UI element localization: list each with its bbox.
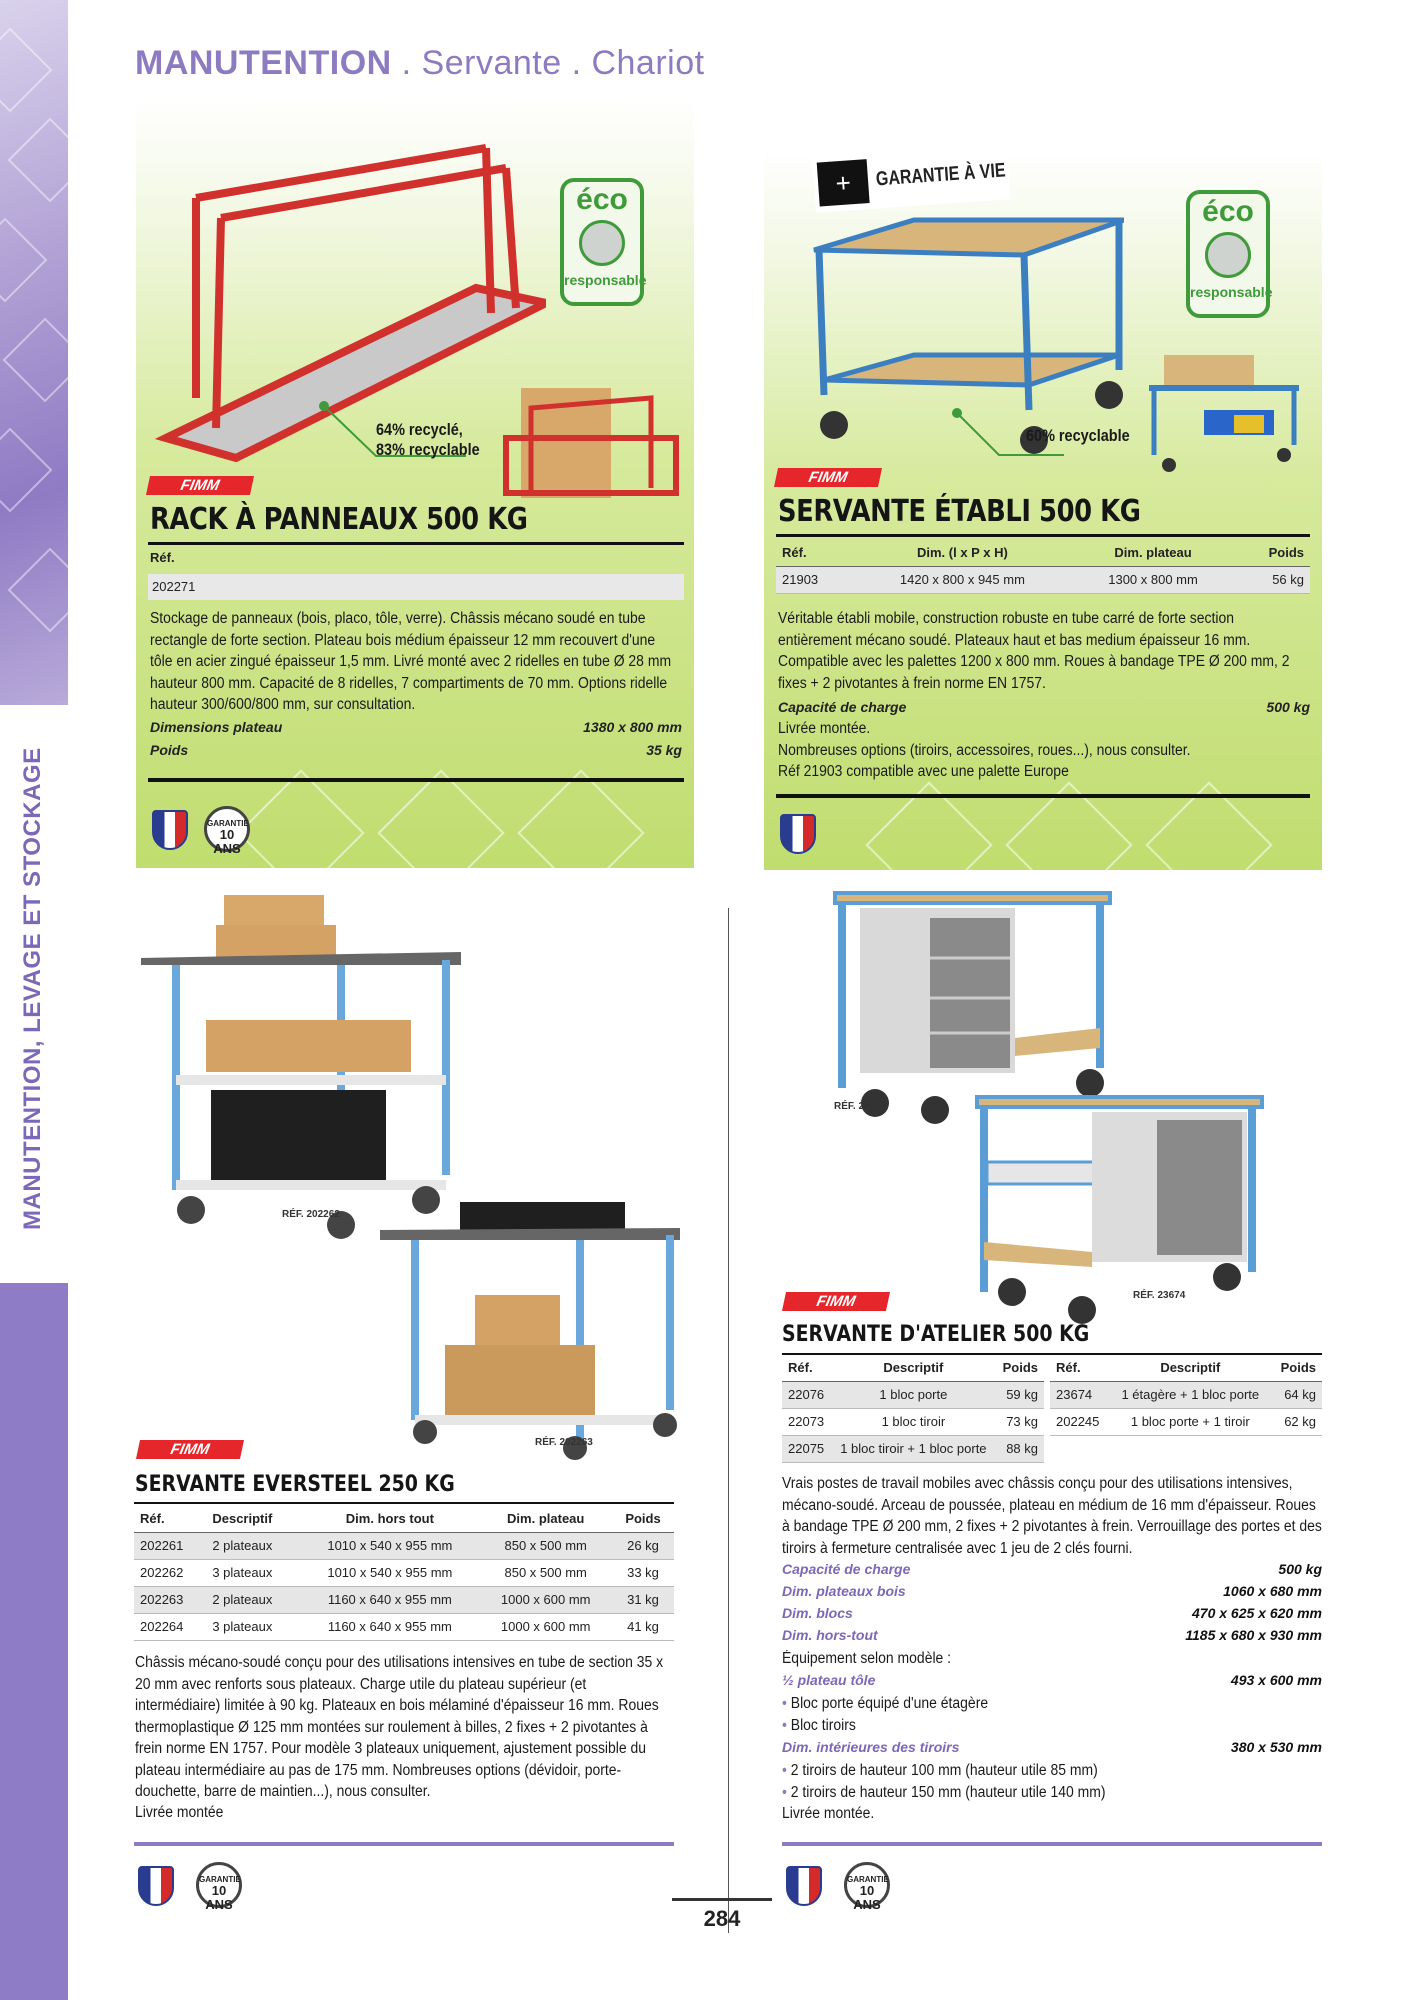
- col-desc: Descriptif: [206, 1506, 300, 1532]
- table-row: [782, 1435, 1044, 1462]
- list-item: • Bloc porte équipé d'une étagère: [782, 1695, 989, 1712]
- list-item-text: 2 tiroirs de hauteur 150 mm (hauteur utile 140 mm): [790, 1783, 1106, 1801]
- note: Livrée montée.: [778, 720, 871, 737]
- col-ref: Réf.: [776, 540, 853, 566]
- warranty-line1: GARANTIE: [207, 819, 249, 828]
- section-rule: [782, 1842, 1322, 1846]
- section-rule: [134, 1842, 674, 1846]
- table-header-row: [776, 540, 1310, 566]
- col-dim: Dim. (l x P x H): [853, 540, 1072, 566]
- atelier-drawers: [782, 1736, 1322, 1758]
- spec-value: 500 kg: [1266, 699, 1310, 715]
- list-item-text: Bloc tiroirs: [790, 1716, 856, 1734]
- eversteel-delivered: Livrée montée: [135, 1804, 224, 1821]
- section-rule: [776, 794, 1310, 798]
- atelier-ref-a: RÉF. 22073: [834, 1101, 887, 1112]
- table-row: [134, 1532, 674, 1559]
- atelier-equip-title: Équipement selon modèle :: [782, 1650, 952, 1667]
- globe-icon: [579, 220, 625, 266]
- cell: 73 kg: [995, 1408, 1044, 1435]
- title-rule: [148, 542, 684, 545]
- spec-label: Dim. intérieures des tiroirs: [782, 1739, 960, 1755]
- cell: 1160 x 640 x 955 mm: [300, 1586, 479, 1613]
- cell: 1 étagère + 1 bloc porte: [1110, 1381, 1271, 1408]
- spec-value: 35 kg: [646, 742, 682, 758]
- guarantee-banner: [812, 150, 1010, 213]
- rack-title: RACK À PANNEAUX 500 KG: [150, 502, 528, 537]
- cell: 21903: [776, 566, 853, 593]
- spec-value: 470 x 625 x 620 mm: [1192, 1605, 1322, 1621]
- cell: 1 bloc porte + 1 tiroir: [1110, 1408, 1271, 1435]
- cell: 2 plateaux: [206, 1586, 300, 1613]
- cell: 1010 x 540 x 955 mm: [300, 1532, 479, 1559]
- etabli-title: SERVANTE ÉTABLI 500 KG: [778, 494, 1141, 529]
- globe-icon: [1205, 232, 1251, 278]
- spec-label: Dimensions plateau: [150, 719, 283, 735]
- eco-badge: [1186, 190, 1273, 318]
- cell: 1300 x 800 mm: [1072, 566, 1234, 593]
- note: Nombreuses options (tiroirs, accessoires, roues...), nous consulter.: [778, 741, 1191, 759]
- sidebar-band: [0, 1283, 68, 2000]
- col-plateau: Dim. plateau: [479, 1506, 612, 1532]
- col-plateau: Dim. plateau: [1072, 540, 1234, 566]
- cell: 22076: [782, 1381, 832, 1408]
- note: Réf 21903 compatible avec une palette Europe: [778, 763, 1069, 780]
- spec-label: ½ plateau tôle: [782, 1672, 876, 1688]
- spec-label: Dim. blocs: [782, 1605, 853, 1621]
- cell: 2 plateaux: [206, 1532, 300, 1559]
- recycle-label: 60% recyclable: [1026, 426, 1130, 445]
- cell: 64 kg: [1271, 1381, 1322, 1408]
- cell: 202245: [1050, 1408, 1110, 1435]
- rack-ref-value: 202271: [148, 574, 684, 600]
- cell: 3 plateaux: [206, 1559, 300, 1586]
- cell: 59 kg: [995, 1381, 1044, 1408]
- fimm-logo: FIMM: [774, 468, 882, 487]
- col-weight: Poids: [1234, 540, 1310, 566]
- table-header-row: [134, 1506, 674, 1532]
- col-desc: Descriptif: [832, 1355, 995, 1381]
- rack-spec-weight: [150, 739, 682, 761]
- atelier-delivered: Livrée montée.: [782, 1805, 875, 1822]
- cell: 1 bloc porte: [832, 1381, 995, 1408]
- eversteel-ref-b: RÉF. 202263: [535, 1437, 593, 1448]
- etabli-description: Véritable établi mobile, construction robuste en tube carré de forte section entièrement mécano soudé. Plateaux haut et bas medium épaisseur 16 mm. Compatible avec les palettes 1200 x 800 mm. Roues à bandage TPE Ø 200 mm, 2 fixes + 2 pivotantes à frein norme EN 1757.: [778, 610, 1290, 692]
- table-header-row: [1050, 1355, 1322, 1381]
- spec-value: 500 kg: [1278, 1561, 1322, 1577]
- made-in-france-icon: [786, 1866, 822, 1906]
- fimm-logo: FIMM: [782, 1292, 890, 1311]
- made-in-france-icon: [152, 810, 188, 850]
- page-title-category: MANUTENTION: [135, 44, 392, 82]
- warranty-badge: [844, 1862, 890, 1912]
- spec-value: 1185 x 680 x 930 mm: [1185, 1627, 1322, 1643]
- atelier-table-left: [782, 1355, 1044, 1463]
- cell: 62 kg: [1271, 1408, 1322, 1435]
- warranty-line1: GARANTIE: [847, 1875, 889, 1884]
- spec-value: 1380 x 800 mm: [583, 719, 682, 735]
- cell: 88 kg: [995, 1435, 1044, 1462]
- etabli-panel: [764, 150, 1322, 870]
- table-row: [134, 1613, 674, 1640]
- atelier-bullets-1: [782, 1693, 1322, 1736]
- warranty-badge: [196, 1862, 242, 1912]
- rack-small-photo: [501, 378, 681, 508]
- table-row: [134, 1586, 674, 1613]
- atelier-spec-capacity: [782, 1558, 1322, 1580]
- made-in-france-icon: [138, 1866, 174, 1906]
- rack-spec-dimensions: [150, 716, 682, 738]
- atelier-table-right: [1050, 1355, 1322, 1436]
- table-header-row: [782, 1355, 1044, 1381]
- section-rule: [148, 778, 684, 782]
- eco-badge-top: éco: [1202, 195, 1254, 228]
- cell: 850 x 500 mm: [479, 1559, 612, 1586]
- atelier-bullets-2: [782, 1760, 1322, 1825]
- cell: 26 kg: [612, 1532, 674, 1559]
- col-weight: Poids: [995, 1355, 1044, 1381]
- spec-label: Capacité de charge: [782, 1561, 911, 1577]
- eco-badge-top: éco: [576, 183, 628, 216]
- eco-badge-bottom: responsable: [1190, 284, 1273, 300]
- rack-ref-header: Réf.: [150, 550, 175, 565]
- warranty-line1: GARANTIE: [199, 1875, 241, 1884]
- spec-label: Dim. hors-tout: [782, 1627, 878, 1643]
- atelier-photo-b: [972, 1092, 1272, 1332]
- guarantee-label: GARANTIE À VIE: [875, 159, 1007, 191]
- cell: 1000 x 600 mm: [479, 1586, 612, 1613]
- etabli-table: [776, 540, 1310, 594]
- spec-value: 380 x 530 mm: [1230, 1739, 1322, 1755]
- cell: 56 kg: [1234, 566, 1310, 593]
- cell: 1420 x 800 x 945 mm: [853, 566, 1072, 593]
- eco-badge-bottom: responsable: [564, 272, 647, 288]
- eco-badge: [560, 178, 647, 306]
- cell: 850 x 500 mm: [479, 1532, 612, 1559]
- cell: 3 plateaux: [206, 1613, 300, 1640]
- table-row: [134, 1559, 674, 1586]
- table-row: [776, 566, 1310, 593]
- cell: 1010 x 540 x 955 mm: [300, 1559, 479, 1586]
- spec-value: 1060 x 680 mm: [1223, 1583, 1322, 1599]
- spec-label: Capacité de charge: [778, 699, 907, 715]
- table-row: [1050, 1408, 1322, 1435]
- eversteel-table: [134, 1506, 674, 1641]
- eversteel-photo-a: [136, 890, 466, 1250]
- etabli-spec-capacity: [778, 696, 1310, 718]
- col-ref: Réf.: [134, 1506, 206, 1532]
- col-weight: Poids: [612, 1506, 674, 1532]
- page-number-rule: [672, 1898, 772, 1901]
- list-item: • 2 tiroirs de hauteur 100 mm (hauteur utile 85 mm): [782, 1762, 1098, 1779]
- atelier-description: Vrais postes de travail mobiles avec châssis conçu pour des utilisations intensives, mécano-soudé. Arceau de poussée, plateau en médium de 16 mm d'épaisseur. Roues à bandage TPE Ø 200 mm, 2 fixes + 2 pivotantes à frein. Verrouillage des portes et des tiroirs à fermeture centralisée avec 1 jeu de 2 clés fourni.: [782, 1475, 1322, 1557]
- table-row: [782, 1408, 1044, 1435]
- cell: 22073: [782, 1408, 832, 1435]
- fimm-logo: FIMM: [146, 476, 254, 495]
- atelier-half-plateau: [782, 1669, 1322, 1691]
- etabli-notes: [778, 718, 1309, 783]
- table-row: [782, 1381, 1044, 1408]
- etabli-small-photo: [1144, 335, 1304, 475]
- col-ref: Réf.: [1050, 1355, 1110, 1381]
- cell: 202263: [134, 1586, 206, 1613]
- page-title-sub: . Servante . Chariot: [391, 44, 705, 82]
- cell: 1160 x 640 x 955 mm: [300, 1613, 479, 1640]
- title-rule: [776, 534, 1310, 537]
- rack-description: Stockage de panneaux (bois, placo, tôle, verre). Châssis mécano soudé en tube rectangle de forte section. Plateau bois médium épaisseur 12 mm recouvert d'une tôle en acier zingué épaisseur 1,5 mm. Livré monté avec 2 ridelles en tube Ø 28 mm hauteur 800 mm. Capacité de 8 ridelles, 7 compartiments de 70 mm. Options ridelle hauteur 300/600/800 mm, sur consultation.: [150, 610, 672, 713]
- atelier-spec-horstout: [782, 1624, 1322, 1646]
- warranty-line2: 10 ANS: [853, 1883, 881, 1912]
- list-item: • Bloc tiroirs: [782, 1716, 856, 1734]
- made-in-france-icon: [780, 814, 816, 854]
- section-vertical-title: MANUTENTION, LEVAGE ET STOCKAGE: [19, 747, 46, 1230]
- eversteel-description: Châssis mécano-soudé conçu pour des utilisations intensives en tube de section 35 x 20 mm avec renforts sous plateaux. Charge utile du plateau supérieur (et intermédiaire) limitée à 90 kg. Plateaux en bois mélaminé d'épaisseur 16 mm. Roues thermoplastique Ø 125 mm montées sur roulement à billes, 2 fixes + 2 pivotantes à frein norme EN 1757. Pour modèle 3 plateaux uniquement, ajustement possible du plateau intermédiaire au pas de 175 mm. Nombreuses options (dévidoir, porte-douchette, barre de maintien...), nous consulter.: [135, 1654, 664, 1800]
- plus-icon: +: [817, 159, 870, 206]
- cell: 1 bloc tiroir + 1 bloc porte: [832, 1435, 995, 1462]
- warranty-badge: [204, 806, 250, 856]
- atelier-spec-plateaux: [782, 1580, 1322, 1602]
- col-desc: Descriptif: [1110, 1355, 1271, 1381]
- column-divider: [728, 908, 729, 1933]
- cell: 1000 x 600 mm: [479, 1613, 612, 1640]
- col-ref: Réf.: [782, 1355, 832, 1381]
- col-dim: Dim. hors tout: [300, 1506, 479, 1532]
- page-number: 284: [703, 1906, 741, 1931]
- fimm-logo: FIMM: [136, 1440, 244, 1459]
- spec-label: Dim. plateaux bois: [782, 1583, 906, 1599]
- cell: 31 kg: [612, 1586, 674, 1613]
- eversteel-ref-a: RÉF. 202262: [282, 1209, 340, 1220]
- eversteel-title: SERVANTE EVERSTEEL 250 KG: [135, 1472, 455, 1497]
- list-item-text: 2 tiroirs de hauteur 100 mm (hauteur utile 85 mm): [790, 1762, 1098, 1779]
- warranty-line2: 10 ANS: [205, 1883, 233, 1912]
- cell: 23674: [1050, 1381, 1110, 1408]
- sidebar-pattern: [0, 0, 68, 705]
- atelier-title: SERVANTE D'ATELIER 500 KG: [782, 1322, 1090, 1347]
- list-item-text: Bloc porte équipé d'une étagère: [790, 1695, 989, 1712]
- spec-label: Poids: [150, 742, 189, 758]
- cell: 202261: [134, 1532, 206, 1559]
- recycle-label: 64% recyclé, 83% recyclable: [376, 420, 480, 459]
- cell: 1 bloc tiroir: [832, 1408, 995, 1435]
- spec-value: 493 x 600 mm: [1230, 1672, 1322, 1688]
- page-title: [135, 44, 705, 83]
- cell: 202264: [134, 1613, 206, 1640]
- list-item: • 2 tiroirs de hauteur 150 mm (hauteur utile 140 mm): [782, 1783, 1106, 1801]
- rack-panel: [136, 98, 694, 868]
- cell: 22075: [782, 1435, 832, 1462]
- table-row: [1050, 1381, 1322, 1408]
- atelier-spec-blocs: [782, 1602, 1322, 1624]
- cell: 41 kg: [612, 1613, 674, 1640]
- col-weight: Poids: [1271, 1355, 1322, 1381]
- title-rule: [134, 1502, 674, 1504]
- cell: 202262: [134, 1559, 206, 1586]
- atelier-ref-b: RÉF. 23674: [1133, 1290, 1186, 1301]
- warranty-line2: 10 ANS: [213, 827, 241, 856]
- cell: 33 kg: [612, 1559, 674, 1586]
